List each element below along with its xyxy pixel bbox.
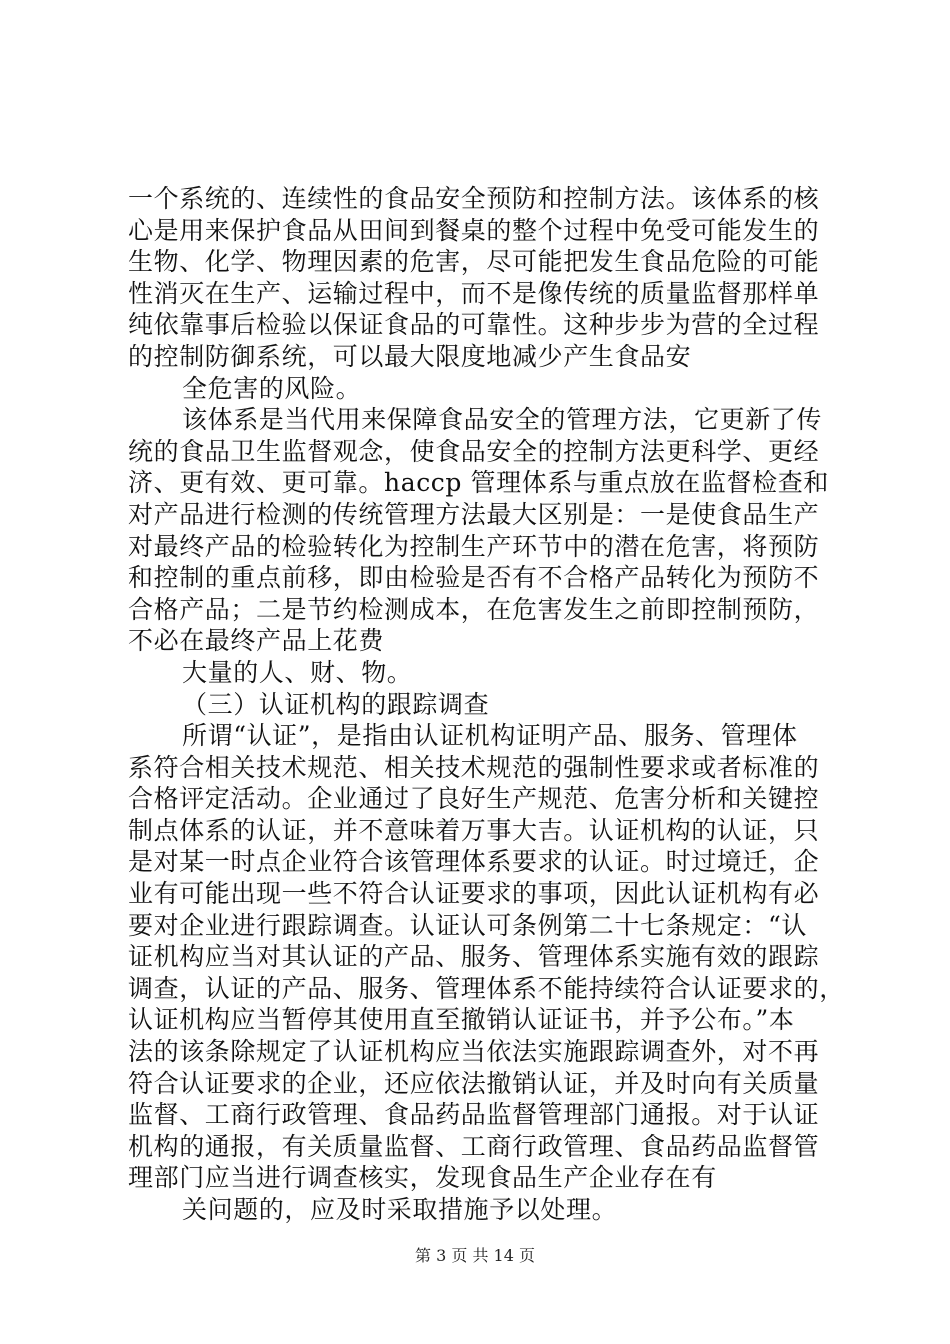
text-line: 证机构应当对其认证的产品、服务、管理体系实施有效的跟踪: [128, 942, 820, 972]
text-line: 纯依靠事后检验以保证食品的可靠性。这种步步为营的全过程: [128, 310, 820, 340]
text-line: 心是用来保护食品从田间到餐桌的整个过程中免受可能发生的: [128, 215, 820, 245]
text-line: 认证机构应当暂停其使用直至撤销认证证书，并予公布。”本: [128, 1005, 795, 1035]
text-line: 要对企业进行跟踪调查。认证认可条例第二十七条规定：“认: [128, 910, 807, 940]
text-line: 关问题的，应及时采取措施予以处理。: [182, 1195, 618, 1224]
text-line: 符合认证要求的企业，还应依法撤销认证，并及时向有关质量: [128, 1068, 820, 1098]
text-line: 生物、化学、物理因素的危害，尽可能把发生食品危险的可能: [128, 247, 820, 277]
text-line: 全危害的风险。: [182, 373, 362, 403]
text-line: 一个系统的、连续性的食品安全预防和控制方法。该体系的核: [128, 184, 820, 213]
page-number-footer: 第 3 页 共 14 页: [415, 1246, 535, 1265]
text-line: 监督、工商行政管理、食品药品监督管理部门通报。对于认证: [128, 1100, 820, 1130]
text-line: 合格评定活动。企业通过了良好生产规范、危害分析和关键控: [128, 784, 820, 814]
text-line: 是对某一时点企业符合该管理体系要求的认证。时过境迁，企: [128, 847, 820, 877]
text-line: 统的食品卫生监督观念，使食品安全的控制方法更科学、更经: [128, 436, 820, 466]
text-line: 不必在最终产品上花费: [128, 626, 385, 656]
text-line: 制点体系的认证，并不意味着万事大吉。认证机构的认证，只: [128, 815, 820, 845]
text-line: 法的该条除规定了认证机构应当依法实施跟踪调查外，对不再: [128, 1037, 820, 1067]
text-line: 业有可能出现一些不符合认证要求的事项，因此认证机构有必: [128, 879, 820, 909]
text-line: 对最终产品的检验转化为控制生产环节中的潜在危害，将预防: [128, 531, 820, 561]
text-line: 机构的通报，有关质量监督、工商行政管理、食品药品监督管: [128, 1131, 820, 1161]
text-line: 和控制的重点前移，即由检验是否有不合格产品转化为预防不: [128, 563, 820, 593]
text-line: 济、更有效、更可靠。haccp 管理体系与重点放在监督检查和: [128, 468, 829, 498]
text-line: 的控制防御系统，可以最大限度地减少产生食品安: [128, 341, 692, 371]
text-line: 系符合相关技术规范、相关技术规范的强制性要求或者标准的: [128, 752, 820, 782]
text-line: 合格产品；二是节约检测成本，在危害发生之前即控制预防，: [128, 594, 820, 624]
text-line: 该体系是当代用来保障食品安全的管理方法，它更新了传: [182, 405, 823, 435]
text-line: 理部门应当进行调查核实，发现食品生产企业存在有: [128, 1163, 717, 1193]
document-body: [128, 183, 845, 1226]
text-line: 性消灭在生产、运输过程中，而不是像传统的质量监督那样单: [128, 278, 820, 308]
text-line: 所谓“认证”，是指由认证机构证明产品、服务、管理体: [182, 721, 798, 751]
text-line: （三）认证机构的跟踪调查: [182, 689, 490, 719]
text-line: 对产品进行检测的传统管理方法最大区别是：一是使食品生产: [128, 499, 820, 529]
text-line: 大量的人、财、物。: [182, 657, 413, 687]
text-line: 调查，认证的产品、服务、管理体系不能持续符合认证要求的，: [128, 973, 845, 1003]
